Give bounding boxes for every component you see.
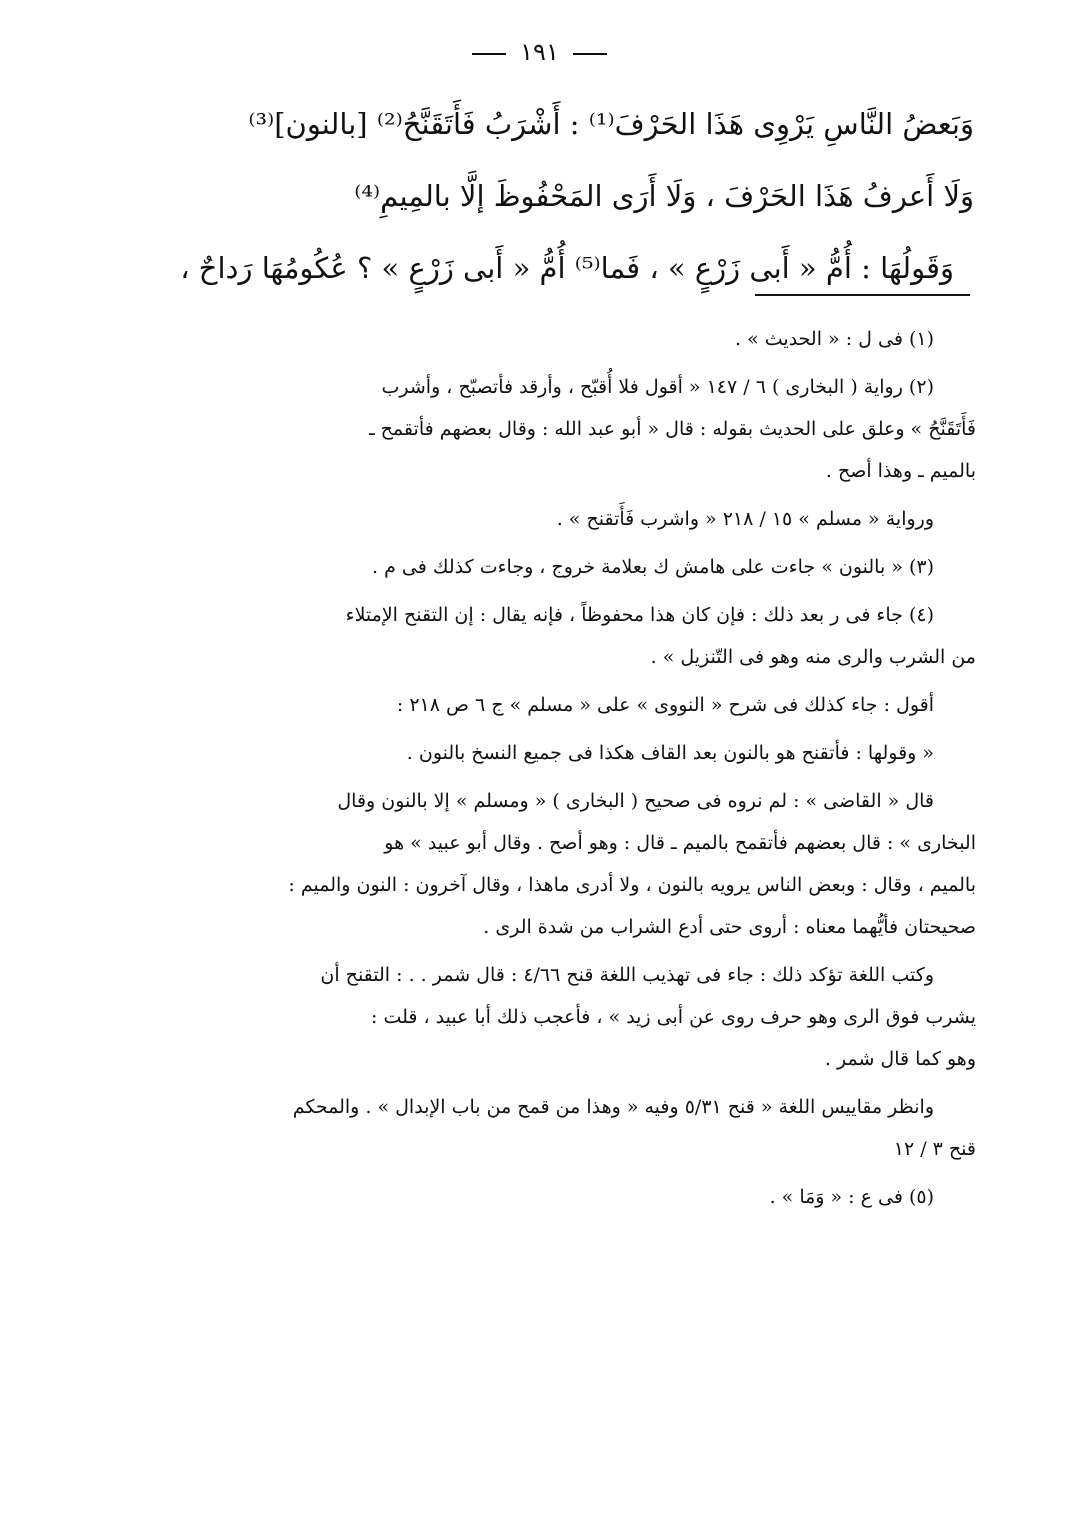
page-number-text: ١٩١ bbox=[520, 38, 559, 66]
footnote-line: أقول : جاء كذلك فى شرح « النووى » على « مسلم » ج ٦ ص ٢١٨ : bbox=[396, 694, 934, 716]
footnote-block bbox=[134, 1176, 976, 1218]
footnote-line: وانظر مقاييس اللغة « قنح ٥/٣١ وفيه « وهذا من قمح من باب الإبدال » . والمحكم bbox=[292, 1096, 934, 1118]
footnote-divider bbox=[755, 294, 970, 296]
page-number-dash-left bbox=[472, 53, 506, 55]
footnote-line: (١) فى ل : « الحديث » . bbox=[735, 328, 934, 350]
footnote-line: قال « القاضى » : لم نروه فى صحيح ( البخارى ) « ومسلم » إلا بالنون وقال bbox=[337, 790, 934, 812]
footnote-block bbox=[134, 318, 976, 360]
footnote-line: بالميم ، وقال : وبعض الناس يرويه بالنون ، ولا أدرى ماهذا ، وقال آخرون : النون والميم : bbox=[288, 874, 976, 896]
footnote-line: وهو كما قال شمر . bbox=[824, 1048, 976, 1070]
footnote-line: (٥) فى ع : « وَمَا » . bbox=[769, 1186, 934, 1208]
footnote-block bbox=[134, 780, 976, 948]
main-text-line: وَبَعضُ النَّاسِ يَرْوِى هَذَا الحَرْفَ⁽¹⁾ : أَشْرَبُ فَأَتَقَنَّحُ⁽²⁾ [بالنون]⁽³⁾ bbox=[248, 107, 974, 141]
footnote-block bbox=[134, 954, 976, 1080]
footnote-line: (٣) « بالنون » جاءت على هامش ك بعلامة خروج ، وجاءت كذلك فى م . bbox=[372, 556, 934, 578]
main-text bbox=[130, 88, 974, 304]
footnote-block bbox=[134, 366, 976, 492]
footnote-block bbox=[134, 546, 976, 588]
footnote-line: البخارى » : قال بعضهم فأتقمح بالميم ـ قال : وهو أصح . وقال أبو عبيد » هو bbox=[384, 832, 976, 854]
footnote-block bbox=[134, 732, 976, 774]
page-number bbox=[0, 38, 1079, 66]
footnote-block bbox=[134, 498, 976, 540]
footnote-line: يشرب فوق الرى وهو حرف روى عن أبى زيد » ، فأعجب ذلك أبا عبيد ، قلت : bbox=[371, 1006, 976, 1028]
footnote-line: من الشرب والرى منه وهو فى التّنزيل » . bbox=[650, 646, 976, 668]
footnote-block bbox=[134, 684, 976, 726]
footnote-line: (٢) رواية ( البخارى ) ٦ / ١٤٧ « أقول فلا أُقبّح ، وأرقد فأتصبّح ، وأشرب bbox=[381, 376, 934, 398]
main-text-line: وَلَا أَعرفُ هَذَا الحَرْفَ ، وَلَا أَرَى المَحْفُوظَ إلَّا بالمِيمِ⁽⁴⁾ bbox=[354, 179, 974, 213]
footnote-line: ورواية « مسلم » ١٥ / ٢١٨ « واشرب فَأَتقنح » . bbox=[556, 508, 934, 530]
footnote-line: « وقولها : فأتقنح هو بالنون بعد القاف هكذا فى جميع النسخ بالنون . bbox=[406, 742, 934, 764]
footnote-block bbox=[134, 594, 976, 678]
footnote-line: وكتب اللغة تؤكد ذلك : جاء فى تهذيب اللغة قنح ٤/٦٦ : قال شمر . . : التقنح أن bbox=[320, 964, 934, 986]
main-text-line: وَقَولُهَا : أُمُّ « أَبى زَرْعٍ » ، فَما⁽⁵⁾ أُمُّ « أَبى زَرْعٍ » ؟ عُكُومُهَا رَداحٌ ، bbox=[180, 251, 954, 285]
page-number-dash-right bbox=[573, 53, 607, 55]
footnote-line: فَأَتَقَنَّحُ » وعلق على الحديث بقوله : قال « أبو عبد الله : وقال بعضهم فأتقمح ـ bbox=[369, 418, 976, 440]
footnote-line: قنح ٣ / ١٢ bbox=[893, 1138, 976, 1160]
footnote-line: (٤) جاء فى ر بعد ذلك : فإن كان هذا محفوظاً ، فإنه يقال : إن التقنح الإمتلاء bbox=[345, 604, 934, 626]
footnote-line: بالميم ـ وهذا أصح . bbox=[825, 460, 976, 482]
footnotes bbox=[134, 318, 976, 1224]
footnote-line: صحيحتان فأيُّهما معناه : أروى حتى أدع الشراب من شدة الرى . bbox=[483, 916, 976, 938]
footnote-block bbox=[134, 1086, 976, 1170]
